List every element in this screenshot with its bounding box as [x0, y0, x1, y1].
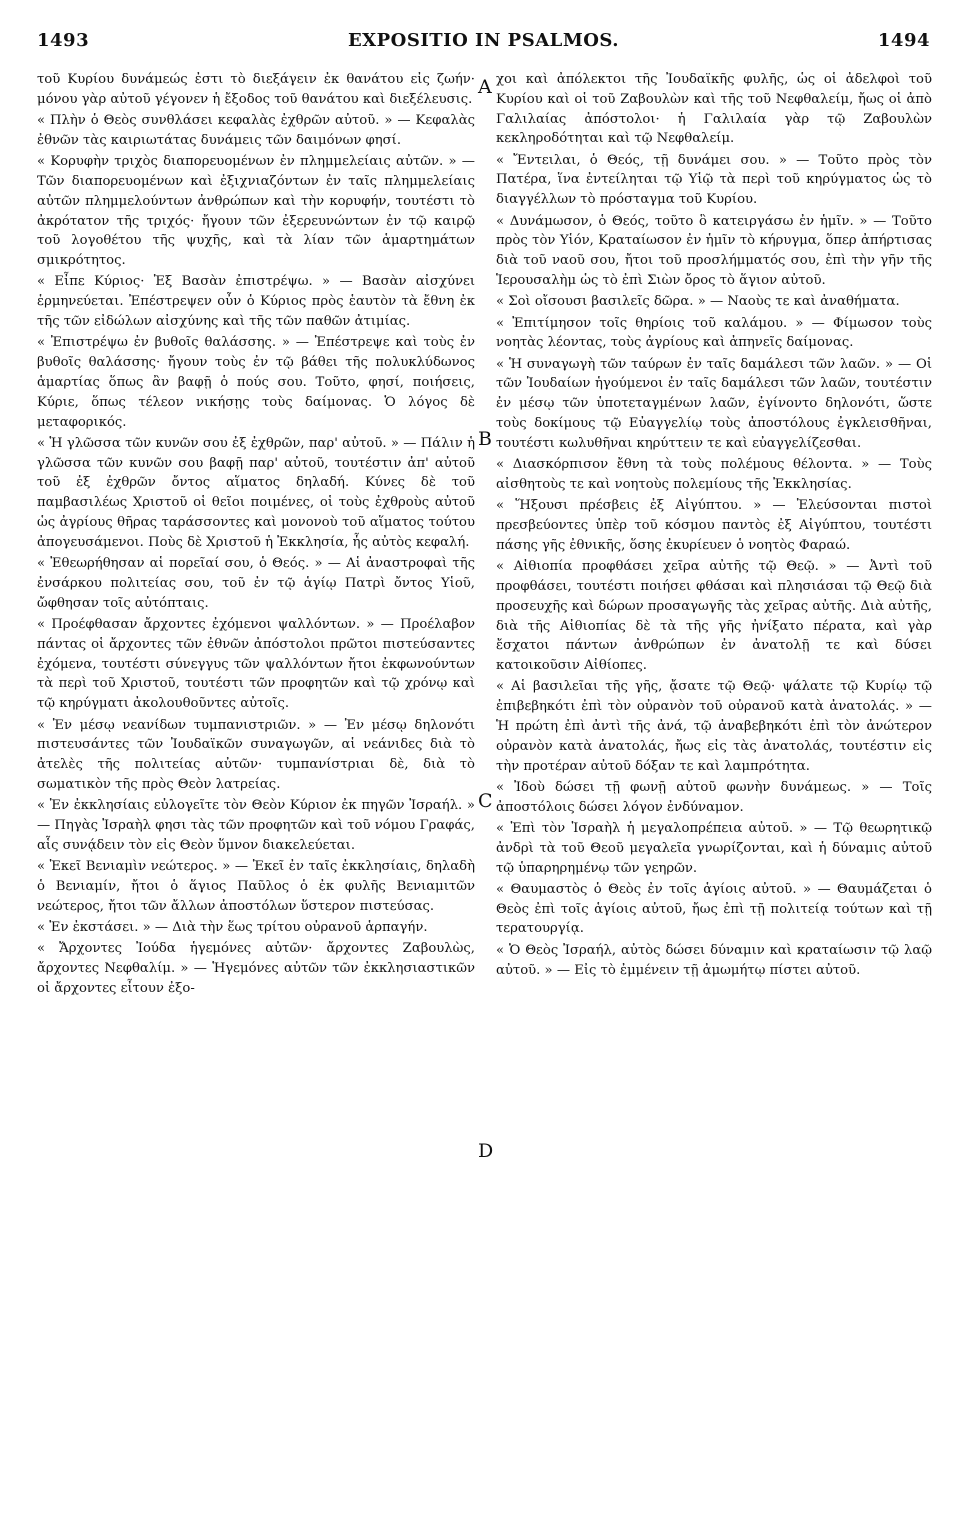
paragraph: « Αἱ βασιλεῖαι τῆς γῆς, ᾄσατε τῷ Θεῷ· ψάλατε τῷ Κυρίῳ τῷ ἐπιβεβηκότι ἐπὶ τὸν οὐρανὸν τοῦ οὐρανοῦ κατὰ ἀνατολάς. » — Ἡ πρώτη ἐπὶ ἀντὶ τῆς ἀνά, τῷ ἀναβεβηκότι ἐπὶ τὸν ἀνώτερον οὐρανὸν κατὰ ἀνατολάς, ἤως εἰς τὰς ἀνατολάς, τουτέστιν εἰς τὴν προτέραν αὐτοῦ δόξαν τε καὶ λαμπρότητα. — [496, 679, 932, 774]
paragraph: « Θαυμαστὸς ὁ Θεὸς ἐν τοῖς ἁγίοις αὐτοῦ. » — Θαυμάζεται ὁ Θεὸς ἐπὶ τοῖς ἁγίοις αὐτοῦ, ἤως ἐπὶ τῇ πολιτείᾳ τούτων καὶ τῇ τερατουργίᾳ. — [496, 881, 932, 937]
page-number-right: 1494 — [877, 30, 930, 51]
left-column — [37, 70, 475, 1000]
paragraph: « Ἄρχοντες Ἰούδα ἡγεμόνες αὐτῶν· ἄρχοντες Ζαβουλὼς, ἄρχοντες Νεφθαλίμ. » — Ἡγεμόνες αὐτῶν τῶν ἐκκλησιαστικῶν οἱ ἄρχοντες εἶτουν ἐξο- — [37, 941, 475, 996]
paragraph: « Ἥξουσι πρέσβεις ἐξ Αἰγύπτου. » — Ἐλεύσονται πιστοὶ πρεσβεύοντες ὑπὲρ τοῦ κόσμου παντὸς ἐξ Αἰγύπτου, τουτέστι πάσης γῆς ἐθνικῆς, ὅσης ἐκυρίευεν ὁ νοητὸς Φαραώ. — [496, 498, 932, 553]
paragraph: τοῦ Κυρίου δυνάμεώς ἐστι τὸ διεξάγειν ἐκ θανάτου εἰς ζωήν· μόνου γὰρ αὐτοῦ γέγονεν ἡ ἔξοδος τοῦ θανάτου καὶ διεξέλευσις. — [37, 72, 475, 107]
section-marker-a: A — [478, 76, 492, 98]
paragraph: « Διασκόρπισον ἔθνη τὰ τοὺς πολέμους θέλοντα. » — Τοὺς αἰσθητοὺς τε καὶ νοητοὺς πολεμίους τῆς Ἐκκλησίας. — [496, 457, 932, 492]
page-number-left: 1493 — [37, 30, 90, 51]
paragraph: « Αἰθιοπία προφθάσει χεῖρα αὐτῆς τῷ Θεῷ. » — Ἀντὶ τοῦ προφθάσει, τουτέστι ποιήσει φθάσαι καὶ πλησιάσαι τῷ Θεῷ διὰ προσευχῆς καὶ δώρων προσαγωγῆς τὰς χεῖρας αὐτῆς. Διὰ αὐτῆς, διὰ τῆς Αἰθιοπίας δὲ τὰ τῆς γῆς ἠνίξατο πέρατα, καὶ γὰρ ἔσχατοι πάντων ἀνθρώπων ἐν ἀνατολῇ τε καὶ δύσει κατοικοῦσιν Αἰθίοπες. — [496, 559, 932, 674]
right-column — [496, 70, 932, 982]
paragraph: χοι καὶ ἀπόλεκτοι τῆς Ἰουδαϊκῆς φυλῆς, ὡς οἱ ἀδελφοὶ τοῦ Κυρίου καὶ οἱ τοῦ Ζαβουλὼν καὶ τῆς τοῦ Νεφθαλείμ, ἤως οἱ ἀπὸ Γαλιλαίας ἀπόστολοι· ἡ Γαλιλαία γὰρ τῷ Ζαβουλὼν κεκληροδότηται καὶ τῷ Νεφθαλείμ. — [496, 72, 932, 147]
paragraph: « Ἐθεωρήθησαν αἱ πορεῖαί σου, ὁ Θεός. » — Αἱ ἀναστροφαὶ τῆς ἐνσάρκου πολιτείας σου, τοῦ ἐν τῷ ἁγίῳ Πατρὶ ὄντος Υἱοῦ, ὤφθησαν τοῖς αὐτόπταις. — [37, 556, 475, 611]
paragraph: « Ὁ Θεὸς Ἰσραήλ, αὐτὸς δώσει δύναμιν καὶ κραταίωσιν τῷ λαῷ αὐτοῦ. » — Εἰς τὸ ἐμμένειν τῇ ἀμωμήτῳ πίστει αὐτοῦ. — [496, 942, 932, 978]
paragraph: « Δυνάμωσον, ὁ Θεός, τοῦτο ὃ κατειργάσω ἐν ἡμῖν. » — Τοῦτο πρὸς τὸν Υἱόν, Κραταίωσον ἐν ἡμῖν τὸ κήρυγμα, ὅπερ ἀπήρτισας διὰ τοῦ ναοῦ σου, ἤτοι τοῦ προσλήμματός σου, ἐπὶ τὴν γῆν τῆς Ἱερουσαλὴμ ὡς τὸ ἐπὶ Σιὼν ὄρος τὸ ἅγιον αὐτοῦ. — [496, 213, 932, 288]
paragraph: « Κορυφὴν τριχὸς διαπορευομένων ἐν πλημμελείαις αὐτῶν. » — Τῶν διαπορευομένων καὶ ἐξιχνιαζόντων ἐν ταῖς πλημμελείαις αὐτῶν πλημμελούντων ἀνθρώπων καὶ τὴν κορυφήν, τουτέστι τὸ ἀκρότατον τῆς τριχός· ἤγουν τῶν ἐξερευνώντων ἐν τῷ καιρῷ τοῦ λογοθέτου τῆς ψυχῆς, καὶ τὰ λίαν τῶν ἁμαρτημάτων σμικρότητος. — [37, 154, 475, 269]
paragraph: « Ἡ συναγωγὴ τῶν ταύρων ἐν ταῖς δαμάλεσι τῶν λαῶν. » — Οἱ τῶν Ἰουδαίων ἡγούμενοι ἐν ταῖς δαμάλεσι τῶν λαῶν, τουτέστιν ἐν μέσῳ τῶν ὑποτεταγμένων λαῶν, ἐγίνοντο δηλονότι, ὥστε τοὺς δοκίμους τῷ Εὐαγγελίῳ τοὺς ἀποστόλους ἐγκλεισθῆναι, τουτέστι κωλυθῆναι κηρύττειν τε καὶ εὐαγγελίζεσθαι. — [496, 356, 932, 451]
page-header — [37, 30, 930, 54]
paragraph: « Ἐπιστρέψω ἐν βυθοῖς θαλάσσης. » — Ἐπέστρεψε καὶ τοὺς ἐν βυθοῖς θαλάσσης· ἤγουν τοὺς ἐν τῷ βάθει τῆς πολυκλύδωνος ἁμαρτίας ὅπως ἂν βαφῇ ὁ πούς σου. Τοῦτο, φησί, ποιήσεις, Κύριε, ὅπως τέλεον νικήσῃς τοὺς δαίμονας. Ὁ λόγος δὲ μεταφορικός. — [37, 335, 475, 430]
paragraph: « Ἐπιτίμησον τοῖς θηρίοις τοῦ καλάμου. » — Φίμωσον τοὺς νοητὰς λέοντας, τοὺς ἀγρίους καὶ ἀπηνεῖς δαίμονας. — [496, 315, 932, 351]
paragraph: « Ἰδοὺ δώσει τῇ φωνῇ αὐτοῦ φωνὴν δυνάμεως. » — Τοῖς ἀποστόλοις δώσει λόγον ἐνδύναμον. — [496, 779, 932, 815]
paragraph: « Ἐκεῖ Βενιαμὶν νεώτερος. » — Ἐκεῖ ἐν ταῖς ἐκκλησίαις, δηλαδὴ ὁ Βενιαμίν, ἤτοι ὁ ἅγιος Παῦλος ὁ ἐκ φυλῆς Βενιαμιτῶν νεώτερος, ἤτοι τῶν ἄλλων ἀποστόλων ὕστερον πιστεύσας. — [37, 859, 475, 914]
section-marker-d: D — [478, 1140, 494, 1162]
paragraph: « Ἐν ἐκστάσει. » — Διὰ τὴν ἕως τρίτου οὐρανοῦ ἁρπαγήν. — [37, 919, 428, 935]
section-marker-c: C — [478, 790, 493, 812]
paragraph: « Προέφθασαν ἄρχοντες ἐχόμενοι ψαλλόντων. » — Προέλαβον πάντας οἱ ἄρχοντες τῶν ἐθνῶν ἀπόστολοι πρῶτοι πιστεύσαντες ἐχόμενα, τουτέστι σύνεγγυς τῶν ψαλλόντων ἤτοι ἐκφωνούντων τὰ περὶ τοῦ Χριστοῦ, τουτέστι τῶν προφητῶν καὶ τῷ χρόνῳ καὶ τῷ κηρύγματι ἀκολουθοῦντες αὐτοῖς. — [37, 617, 475, 712]
paragraph: « Ἡ γλῶσσα τῶν κυνῶν σου ἐξ ἐχθρῶν, παρ' αὐτοῦ. » — Πάλιν ἡ γλῶσσα τῶν κυνῶν σου βαφῇ παρ' αὐτοῦ, τουτέστιν ἀπ' αὐτοῦ τοῦ ἐξ ἐχθρῶν ὄντος αἵματος δηλαδή. Κύνες δὲ τοῦ παμβασιλέως Χριστοῦ οἱ θεῖοι ποιμένες, οἱ τοὺς ἐχθροὺς αὐτοῦ ὡς ἀγρίους θῆρας ταράσσοντες καὶ μονονοὺ τοῦ αἵματος τούτου ἀπογευσάμενοι. Ποὺς δὲ Χριστοῦ ἡ Ἐκκλησία, ἧς αὐτὸς κεφαλή. — [37, 435, 475, 550]
paragraph: « Πλὴν ὁ Θεὸς συνθλάσει κεφαλὰς ἐχθρῶν αὐτοῦ. » — Κεφαλὰς ἐθνῶν τὰς καιριωτάτας δυνάμεις τῶν δαιμόνων φησί. — [37, 113, 475, 148]
section-marker-b: B — [478, 428, 492, 450]
paragraph: « Ἐν μέσῳ νεανίδων τυμπανιστριῶν. » — Ἐν μέσῳ δηλονότι πιστευσάντες τῶν Ἰουδαϊκῶν συναγωγῶν, αἱ νεάνιδες διὰ τὸ ἀτελὲς τῆς πολιτείας αὐτῶν· τυμπανίστριαι δὲ, διὰ τὸ σωματικὸν τῆς πρὸς Θεὸν λατρείας. — [37, 717, 475, 792]
paragraph: « Σοὶ οἴσουσι βασιλεῖς δῶρα. » — Ναοὺς τε καὶ ἀναθήματα. — [496, 294, 900, 310]
paragraph: « Ἐν ἐκκλησίαις εὐλογεῖτε τὸν Θεὸν Κύριον ἐκ πηγῶν Ἰσραήλ. » — Πηγὰς Ἰσραὴλ φησι τὰς τῶν προφητῶν καὶ τοῦ νόμου Γραφάς, αἷς συνᾴδειν τὸν εἰς Θεὸν ὕμνον διακελεύεται. — [37, 798, 475, 853]
paragraph: « Ἔντειλαι, ὁ Θεός, τῇ δυνάμει σου. » — Τοῦτο πρὸς τὸν Πατέρα, ἵνα ἐντείληται τῷ Υἱῷ τὰ περὶ τοῦ κηρύγματος ὡς τὸ διαγγέλλων τὸ πρόσταγμα τοῦ Κυρίου. — [496, 152, 932, 208]
running-title: EXPOSITIO IN PSALMOS. — [347, 30, 620, 51]
paragraph: « Ἐπὶ τὸν Ἰσραὴλ ἡ μεγαλοπρέπεια αὐτοῦ. » — Τῷ θεωρητικῷ ἀνδρὶ τὰ τοῦ Θεοῦ μεγαλεῖα γνωρίζονται, καὶ ἡ δύναμις αὐτοῦ τῷ ὑπαρηρημένῳ τῶν γεηρῶν. — [496, 820, 932, 876]
paragraph: « Εἶπε Κύριος· Ἐξ Βασὰν ἐπιστρέψω. » — Βασὰν αἰσχύνει ἑρμηνεύεται. Ἐπέστρεψεν οὖν ὁ Κύριος πρὸς ἑαυτὸν τὰ ἔθνη ἐκ τῆς τῶν εἰδώλων αἰσχύνης καὶ τῆς τῶν παθῶν ἀτιμίας. — [37, 274, 475, 330]
